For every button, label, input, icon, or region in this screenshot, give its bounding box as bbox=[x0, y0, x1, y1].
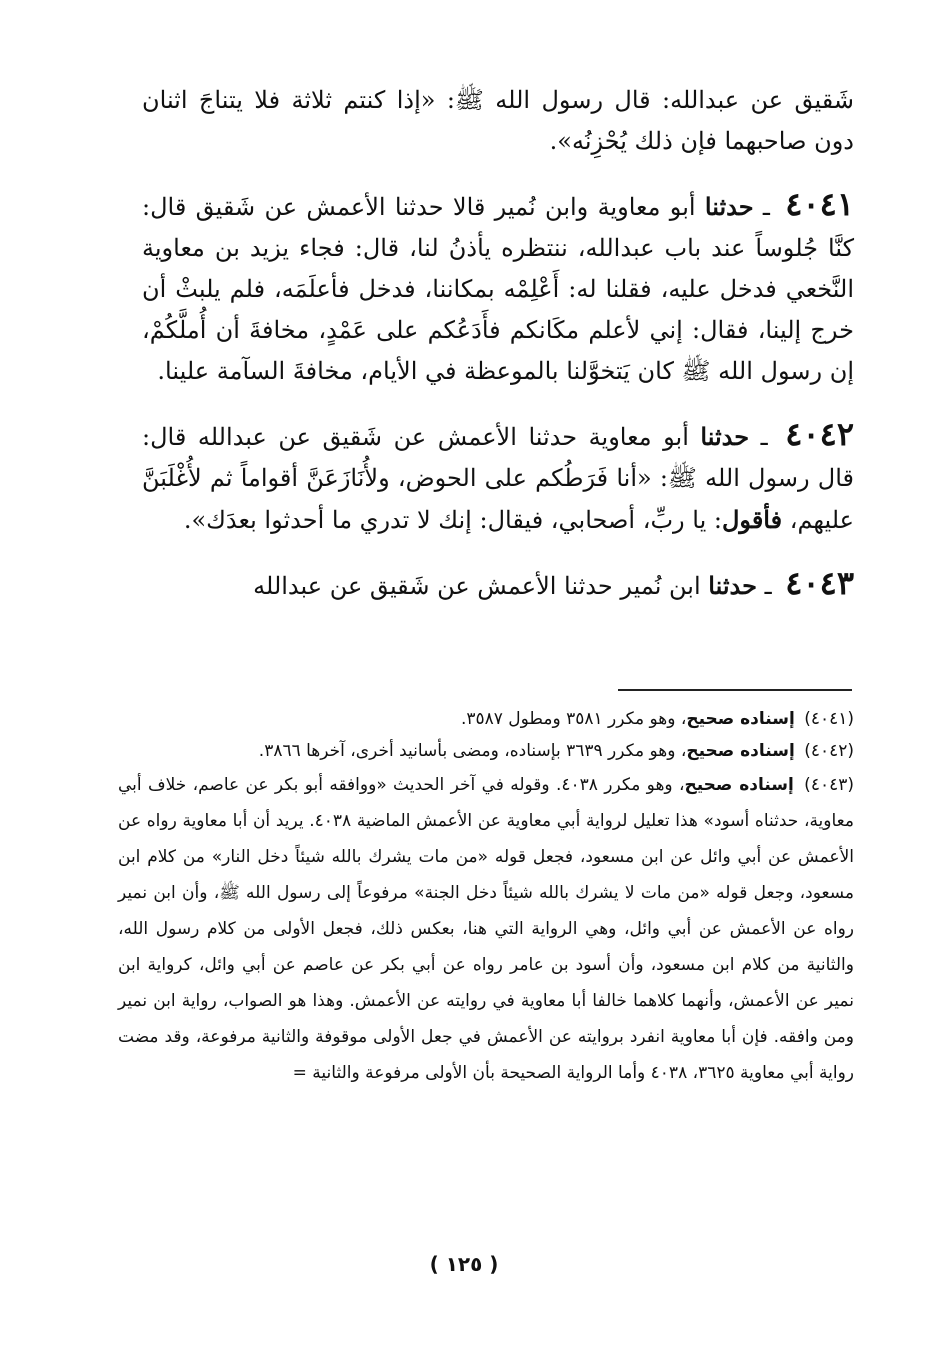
hadith-lead: حدثنا bbox=[704, 192, 754, 221]
hadith-number: ٤٠٤٣ bbox=[785, 564, 854, 602]
main-text bbox=[142, 80, 854, 607]
page-number: ( ١٢٥ ) bbox=[429, 1252, 499, 1276]
hadith-4043 bbox=[142, 563, 854, 607]
footnote-text: ، وهو مكرر ٣٦٣٩ بإسناده، ومضى بأسانيد أخرى، آخرها ٣٨٦٦. bbox=[258, 741, 687, 761]
hadith-text: ابن نُمير حدثنا الأعمش عن شَقيق عن عبدالله bbox=[253, 572, 709, 600]
footnote-text: ، وهو مكرر ٤٠٣٨. وقوله في آخر الحديث «ووافقه أبو بكر عن عاصم، خلاف أبي معاوية، حدثناه أسود» هذا تعليل لرواية أبي معاوية عن الأعمش الماضية ٤٠٣٨. يريد أن أبا معاوية رواه عن الأعمش عن أبي وائل عن ابن مسعود، فجعل قوله «من مات يشرك بالله شيئاً دخل النار» من كلام ابن مسعود، وجعل قوله «من مات لا يشرك بالله شيئاً دخل الجنة» مرفوعاً إلى رسول الله ﷺ، وأن ابن نمير رواه عن الأعمش عن أبي وائل، وهي الرواية التي هنا، بعكس ذلك، فجعل الأولى من كلام رسول الله، والثانية من كلام ابن مسعود، وأن أسود بن عامر رواه عن أبي بكر عن عاصم عن أبي وائل، كرواية ابن نمير عن الأعمش، وأنهما كلاهما خالفا أبا معاوية في روايته عن الأعمش. وهذا هو الصواب، رواية ابن نمير ومن وافقه. فإن أبا معاوية انفرد بروايته عن الأعمش في جعل الأولى موقوفة والثانية مرفوعة، وقد مضت رواية أبي معاوية ٣٦٢٥، ٤٠٣٨ وأما الرواية الصحيحة بأن الأولى مرفوعة والثانية = bbox=[118, 775, 854, 1083]
footnote-ref: (٤٠٤٣) bbox=[804, 775, 854, 795]
hadith-continuation bbox=[142, 80, 854, 162]
hadith-text: أبو معاوية وابن نُمير قالا حدثنا الأعمش عن شَقيق قال: كنَّا جُلوساً عند باب عبدالله، ننتظره يأذنُ لنا، قال: فجاء يزيد بن معاوية النَّخعي فدخل عليه، فقلنا له: أَعْلِمْه بمكاننا، فدخل فأعلَمَه، فلم يلبثْ أن خرج إلينا، فقال: إني لأعلم مكَانكم فأَدَعُكم على عَمْدٍ، مخافةَ أن أُملَّكُمْ، إن رسول الله ﷺ كان يَتخوَّلنا بالموعظة في الأيام، مخافةَ السآمة علينا. bbox=[142, 193, 854, 385]
hadith-lead-2: فأقول bbox=[721, 505, 783, 534]
hadith-number: ٤٠٤١ bbox=[785, 185, 855, 223]
footnote-ref: (٤٠٤٢) bbox=[804, 741, 854, 761]
hadith-dash: ـ bbox=[756, 572, 780, 600]
footnote-verdict: إسناده صحيح bbox=[686, 709, 795, 729]
hadith-dash: ـ bbox=[749, 423, 780, 451]
footnote-text: ، وهو مكرر ٣٥٨١ ومطول ٣٥٨٧. bbox=[460, 709, 687, 729]
footnote-ref: (٤٠٤١) bbox=[804, 709, 854, 729]
hadith-dash: ـ bbox=[753, 193, 780, 221]
hadith-lead: حدثنا bbox=[708, 571, 757, 600]
footnote-verdict: إسناده صحيح bbox=[684, 775, 794, 795]
hadith-number: ٤٠٤٢ bbox=[785, 415, 854, 453]
footnote-4042 bbox=[118, 735, 854, 767]
hadith-4041 bbox=[142, 184, 854, 392]
footnotes bbox=[118, 703, 854, 1091]
hadith-text-2: : يا ربِّ، أصحابي، فيقال: إنك لا تدري ما أحدثوا بعدَك». bbox=[183, 506, 722, 534]
hadith-lead: حدثنا bbox=[700, 422, 750, 451]
hadith-text: أبو معاوية حدثنا الأعمش عن شَقيق عن عبدالله قال: قال رسول الله ﷺ: «أنا فَرَطُكم على الحوض، ولأُنَازَعَنَّ أقواماً ثم لأُغْلَبَنَّ عليهم، bbox=[142, 423, 854, 534]
footnote-4041 bbox=[118, 703, 854, 735]
hadith-4042 bbox=[142, 414, 854, 541]
footnote-4043 bbox=[118, 767, 854, 1091]
footnote-divider bbox=[618, 689, 852, 691]
hadith-continuation-text: شَقيق عن عبدالله: قال رسول الله ﷺ: «إذا كنتم ثلاثة فلا يتناجَ اثنان دون صاحبهما فإن ذلك يُحْزِنُه». bbox=[142, 86, 854, 155]
footnote-verdict: إسناده صحيح bbox=[686, 741, 795, 761]
